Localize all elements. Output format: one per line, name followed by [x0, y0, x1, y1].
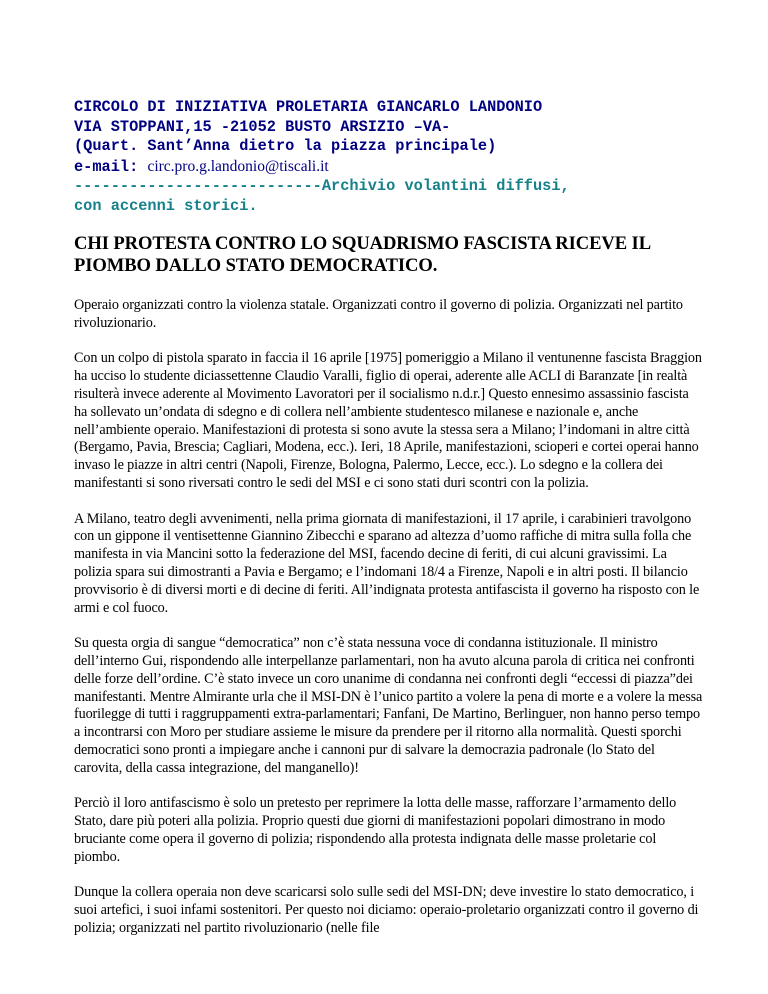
- header-archive-line-continued: con accenni storici.: [74, 196, 258, 215]
- email-label: e-mail:: [74, 157, 148, 176]
- body-paragraph: Perciò il loro antifascismo è solo un pretesto per reprimere la lotta delle masse, rafforzare l’armamento dello Stato, dare più poteri alla polizia. Proprio questi due giorni di manifestazioni popolari dimostrano in modo bruciante come opera il governo di polizia; rispondendo alla protesta indignata delle masse proletarie col piombo.: [74, 795, 677, 865]
- body-paragraph: Operaio organizzati contro la violenza statale. Organizzati contro il governo di polizia. Organizzati nel partito rivoluzionario.: [74, 297, 683, 331]
- body-paragraph: A Milano, teatro degli avvenimenti, nella prima giornata di manifestazioni, il 17 aprile, i carabinieri travolgono con un gippone il ventisettenne Giannino Zibecchi e sparano ad altezza d’uomo raffiche di mitra sulla folla che manifesta in via Mancini sotto la federazione del MSI, facendo decine di feriti, di cui alcuni gravissimi. La polizia spara sui dimostranti a Pavia e Bergamo; e l’indomani 18/4 a Firenze, Napoli e in altri posti. Il bilancio provvisorio è di diversi morti e di decine di feriti. All’indignata protesta antifascista il governo ha risposto con le armi e col fuoco.: [74, 510, 700, 616]
- document-page: [74, 98, 704, 955]
- document-headline: CHI PROTESTA CONTRO LO SQUADRISMO FASCISTA RICEVE IL PIOMBO DALLO STATO DEMOCRATICO.: [74, 233, 650, 276]
- header-organization-name: CIRCOLO DI INIZIATIVA PROLETARIA GIANCARLO LANDONIO: [74, 98, 543, 116]
- document-body: [74, 297, 704, 938]
- email-address: circ.pro.g.landonio@tiscali.it: [147, 157, 329, 175]
- header-location-note: (Quart. Sant’Anna dietro la piazza principale): [74, 137, 497, 155]
- body-paragraph: Su questa orgia di sangue “democratica” non c’è stata nessuna voce di condanna istituzionale. Il ministro dell’interno Gui, rispondendo alle interpellanze parlamentari, non ha avuto alcuna parola di critica nei confronti delle forze dell’ordine. C’è stato invece un coro unanime di condanna nei confronti degli “eccessi di piazza”dei manifestanti. Mentre Almirante urla che il MSI-DN è l’unico partito a volere la pena di morte e a volere la messa fuorilegge di tutti i raggruppamenti extra-parlamentari; Fanfani, De Martino, Berlinguer, non hanno perso tempo a incontrarsi con Moro per studiare assieme le misure da prendere per il ritorno alla normalità. Questi sporchi democratici sono pronti a impiegare anche i cannoni pur di salvare la democrazia padronale (lo Stato del carovita, della cassa integrazione, del manganello)!: [74, 635, 703, 776]
- header-address: VIA STOPPANI,15 -21052 BUSTO ARSIZIO –VA-: [74, 117, 451, 136]
- body-paragraph: Con un colpo di pistola sparato in faccia il 16 aprile [1975] pomeriggio a Milano il ventunenne fascista Braggion ha ucciso lo studente diciassettenne Claudio Varalli, figlio di operai, aderente alle ACLI di Baranzate [in realtà risulterà invece aderente al Movimento Lavoratori per il socialismo n.d.r.] Questo ennesimo assassinio fascista ha sollevato un’ondata di sdegno e di collera nell’ambiente studentesco milanese e nazionale e, anche nell’ambiente operaio. Manifestazioni di protesta si sono avute la stessa sera a Milano; l’indomani in altre città (Bergamo, Pavia, Brescia; Cagliari, Modena, ecc.). Ieri, 18 Aprile, manifestazioni, scioperi e cortei operai hanno invaso le piazze in altri centri (Napoli, Firenze, Bologna, Palermo, Lecce, ecc.). Lo sdegno e la collera dei manifestanti si sono riversati contro le sedi del MSI e ci sono stati duri scontri con la polizia.: [74, 350, 702, 491]
- body-paragraph: Dunque la collera operaia non deve scaricarsi solo sulle sedi del MSI-DN; deve investire lo stato democratico, i suoi artefici, i suoi infami sostenitori. Per questo noi diciamo: operaio-proletario organizzati contro il governo di polizia; organizzati nel partito rivoluzionario (nelle file: [74, 884, 699, 936]
- header-archive-line: ---------------------------Archivio volantini diffusi,: [74, 177, 570, 195]
- header-email-line: [74, 157, 704, 178]
